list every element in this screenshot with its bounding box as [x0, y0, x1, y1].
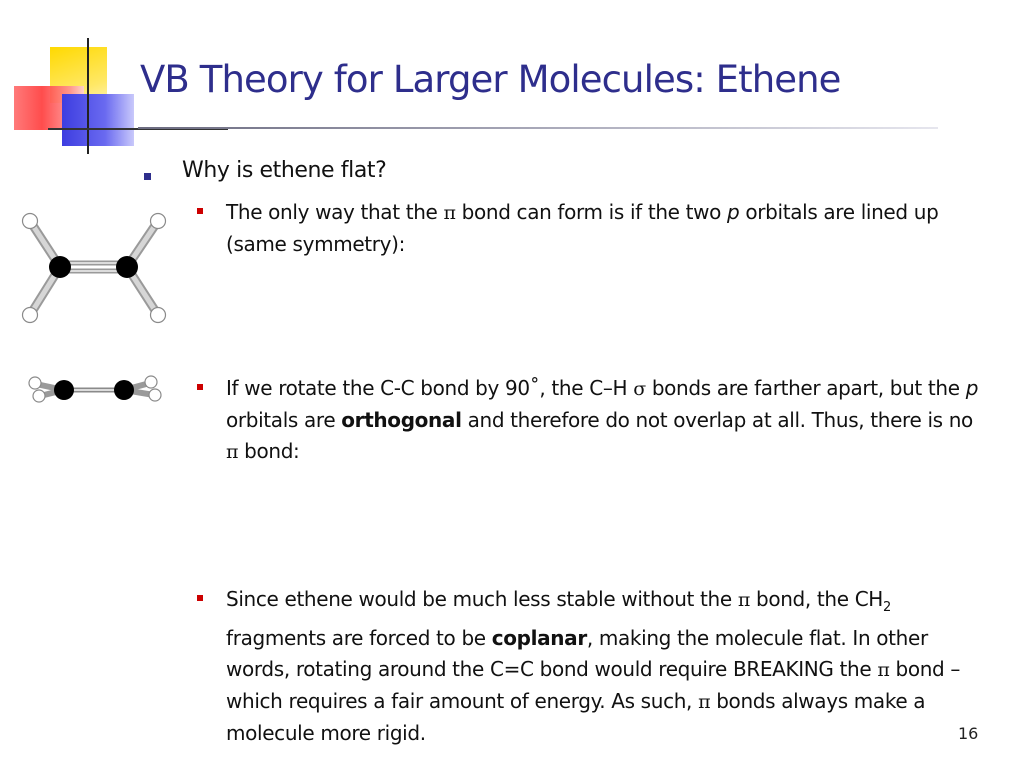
sub-bullet-pi-bond	[197, 197, 987, 260]
sub-bullet-marker	[197, 384, 203, 390]
sub-bullet-text: Since ethene would be much less stable without the π bond, the $CH_2$ fragments are forced to be coplanar, making the molecule flat. In other words, rotating around the C=C bond would require BREAKING the π bond – which requires a fair amount of energy. As such, π bonds always make a molecule more rigid.	[226, 587, 961, 745]
pi-symbol: π	[698, 691, 711, 713]
hydrogen-atom	[23, 308, 38, 323]
carbon-atom	[116, 256, 138, 278]
main-bullet-marker	[144, 173, 151, 180]
hydrogen-atom	[33, 390, 45, 402]
hydrogen-atom	[151, 308, 166, 323]
carbon-atom	[54, 380, 74, 400]
sub-bullet-marker	[197, 208, 203, 214]
slide-title: VB Theory for Larger Molecules: Ethene	[140, 58, 841, 101]
decor-vertical-line	[87, 38, 89, 154]
page-number: 16	[958, 724, 979, 743]
pi-symbol: π	[737, 589, 750, 611]
title-underline	[138, 127, 938, 129]
sub-bullet-rotation	[197, 373, 987, 468]
ethene-planar-model	[10, 205, 190, 345]
bold-orthogonal: orthogonal	[341, 408, 462, 432]
pi-symbol: π	[877, 659, 890, 681]
pi-symbol: π	[226, 441, 239, 463]
bold-coplanar: coplanar	[491, 626, 587, 650]
pi-symbol: π	[443, 202, 456, 224]
ethene-rotated-model	[22, 372, 172, 412]
hydrogen-atom	[23, 214, 38, 229]
decor-blue-square	[62, 94, 134, 146]
main-bullet-text: Why is ethene flat?	[182, 158, 387, 183]
carbon-atom	[114, 380, 134, 400]
hydrogen-atom	[151, 214, 166, 229]
hydrogen-atom	[149, 389, 161, 401]
sub-bullet-stability	[197, 584, 987, 749]
sub-bullet-text: The only way that the π bond can form is if the two p orbitals are lined up (same symmetry):	[226, 200, 939, 256]
hydrogen-atom	[29, 377, 41, 389]
carbon-atom	[49, 256, 71, 278]
hydrogen-atom	[145, 376, 157, 388]
sigma-symbol: σ	[633, 378, 646, 400]
sub-bullet-marker	[197, 595, 203, 601]
sub-bullet-text: If we rotate the C-C bond by 90˚, the C–H σ bonds are farther apart, but the p orbitals are orthogonal and therefore do not overlap at all. Thus, there is no π bond:	[226, 376, 979, 463]
